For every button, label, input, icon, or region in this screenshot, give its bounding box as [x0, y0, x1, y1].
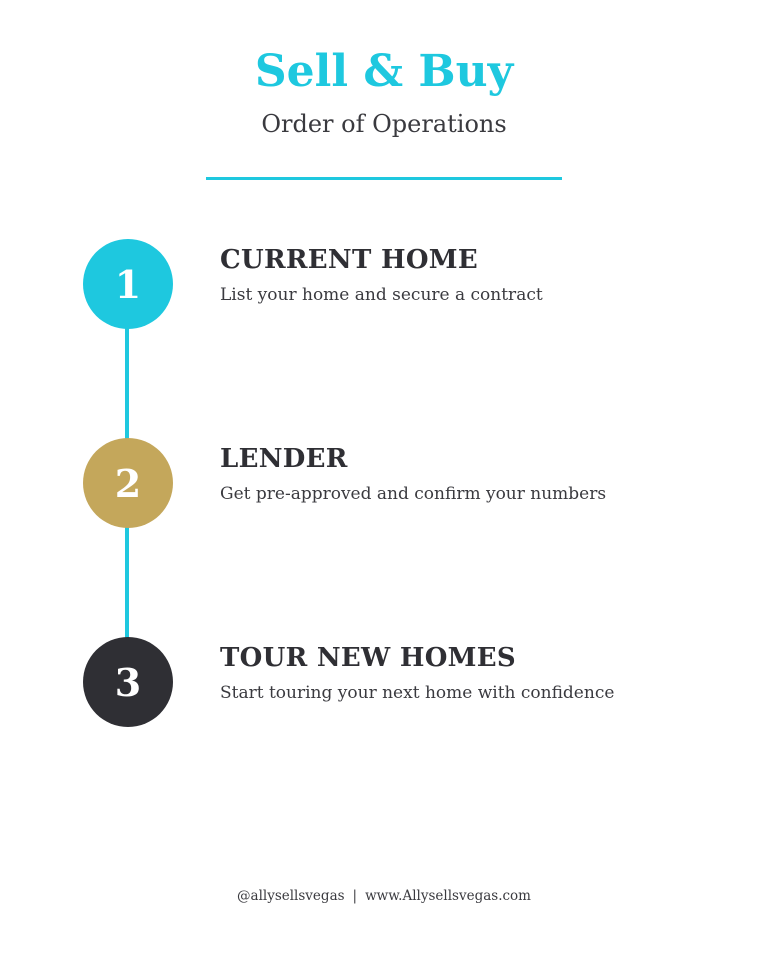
social-handle: @allysellsvegas [237, 888, 345, 904]
step-1-description: List your home and secure a contract [220, 285, 543, 305]
step-2-number-circle: 2 [83, 438, 173, 528]
step-2-description: Get pre-approved and confirm your numbers [220, 484, 607, 504]
website-link: www.Allysellsvegas.com [365, 888, 531, 904]
step-3-heading: TOUR NEW HOMES [220, 643, 516, 673]
footer [0, 886, 768, 906]
page-title: Sell & Buy [254, 46, 514, 97]
footer-separator: | [352, 888, 358, 904]
step-1-number-circle: 1 [83, 239, 173, 329]
step-3-description: Start touring your next home with confidence [220, 683, 615, 703]
timeline-connector [125, 328, 129, 440]
step-1-heading: CURRENT HOME [220, 245, 478, 275]
step-2-heading: LENDER [220, 444, 348, 474]
page-subtitle: Order of Operations [261, 110, 507, 138]
step-3-number-circle: 3 [83, 637, 173, 727]
title-divider [206, 177, 562, 180]
timeline-connector [125, 527, 129, 639]
